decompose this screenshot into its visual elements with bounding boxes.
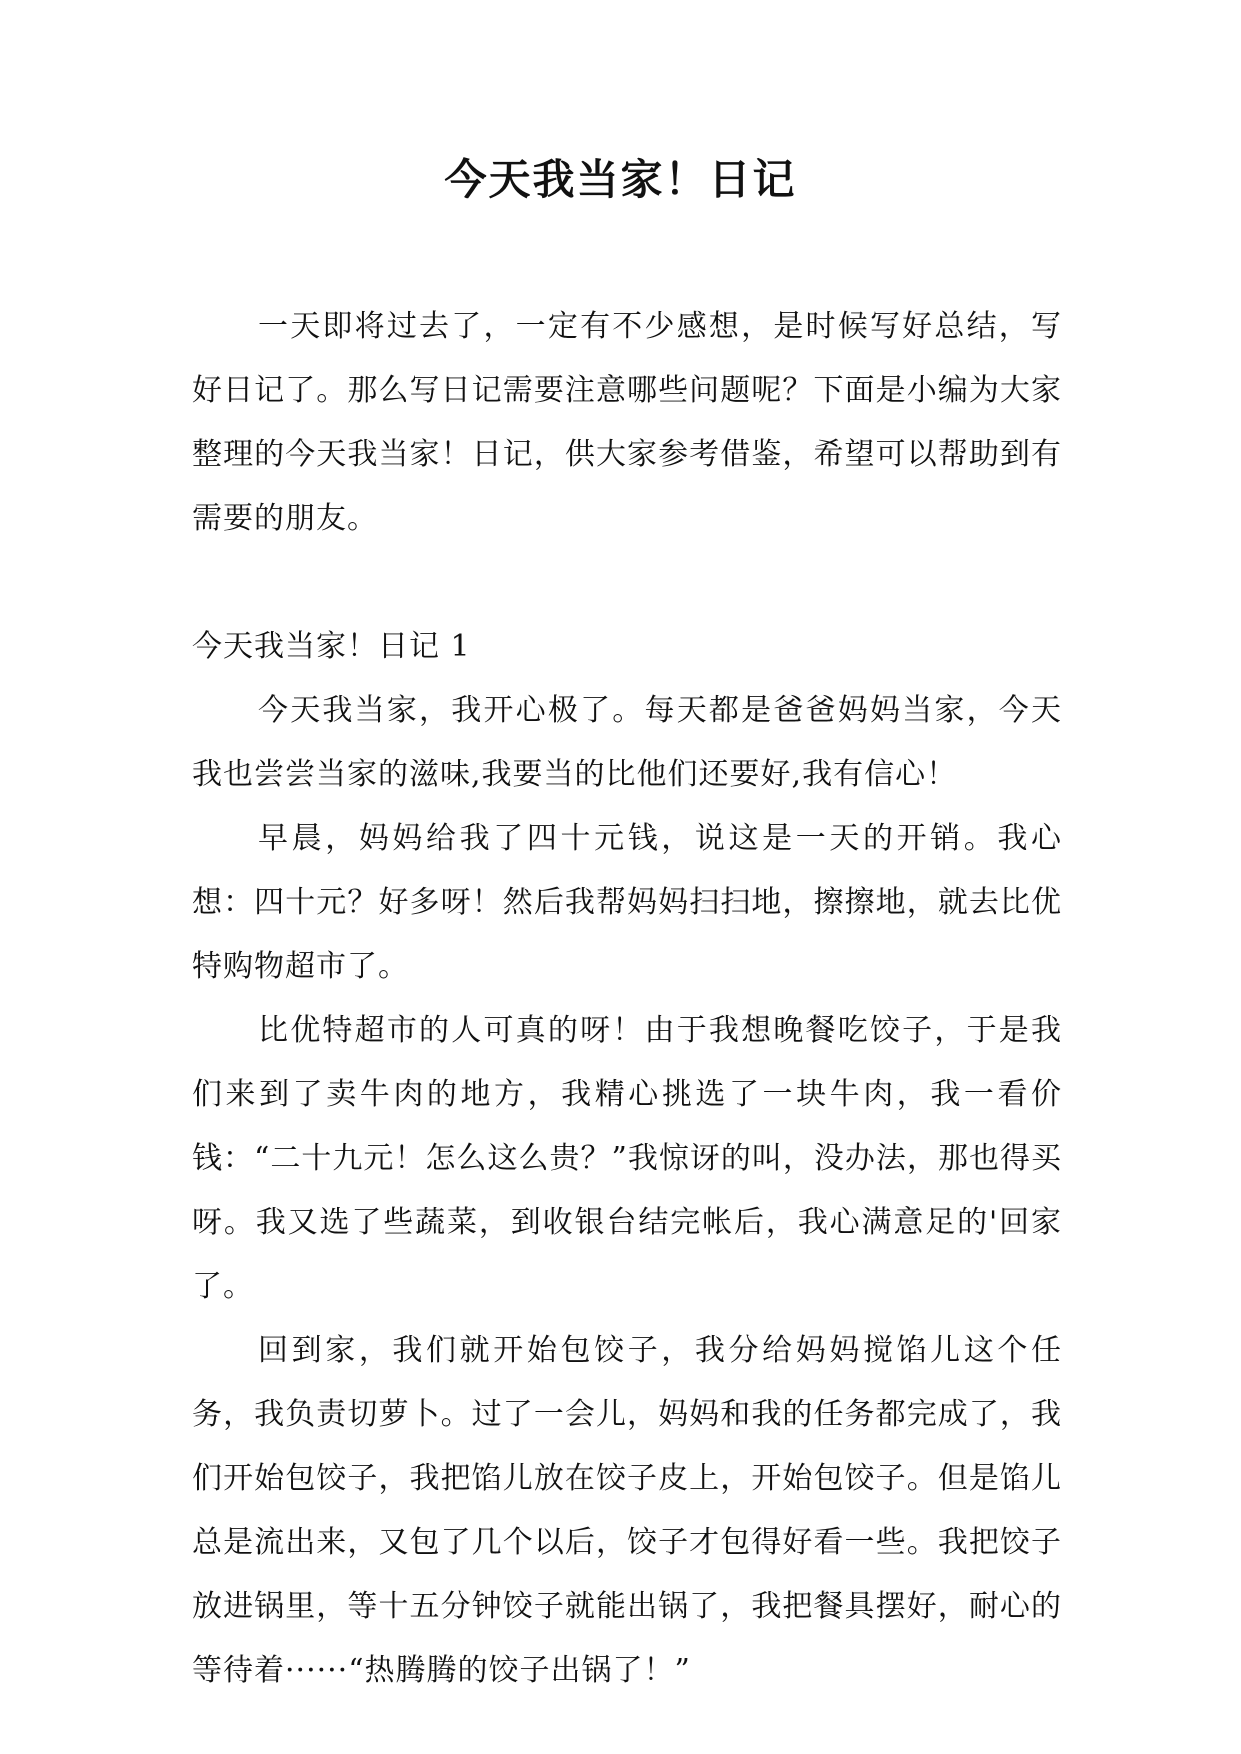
section-heading: 今天我当家！日记 1 xyxy=(192,629,471,664)
body-paragraph: 今天我当家，我开心极了。每天都是爸爸妈妈当家，今天我也尝尝当家的滋味,我要当的比他们还要好,我有信心！ xyxy=(192,693,1062,792)
body-paragraph: 早晨，妈妈给我了四十元钱，说这是一天的开销。我心想：四十元？好多呀！然后我帮妈妈扫扫地，擦擦地，就去比优特购物超市了。 xyxy=(192,821,1062,984)
intro-paragraph: 一天即将过去了，一定有不少感想，是时候写好总结，写好日记了。那么写日记需要注意哪些问题呢？下面是小编为大家整理的今天我当家！日记，供大家参考借鉴，希望可以帮助到有需要的朋友。 xyxy=(192,309,1062,536)
document-body xyxy=(192,295,1062,1703)
body-paragraph: 回到家，我们就开始包饺子，我分给妈妈搅馅儿这个任务，我负责切萝卜。过了一会儿，妈妈和我的任务都完成了，我们开始包饺子，我把馅儿放在饺子皮上，开始包饺子。但是馅儿总是流出来，又包了几个以后，饺子才包得好看一些。我把饺子放进锅里，等十五分钟饺子就能出锅了，我把餐具摆好，耐心的等待着······“热腾腾的饺子出锅了！” xyxy=(192,1333,1062,1688)
body-paragraph: 比优特超市的人可真的呀！由于我想晚餐吃饺子，于是我们来到了卖牛肉的地方，我精心挑选了一块牛肉，我一看价钱：“二十九元！怎么这么贵？”我惊讶的叫，没办法，那也得买呀。我又选了些蔬菜，到收银台结完帐后，我心满意足的'回家了。 xyxy=(192,1013,1062,1304)
document-title: 今天我当家！日记 xyxy=(444,155,797,204)
